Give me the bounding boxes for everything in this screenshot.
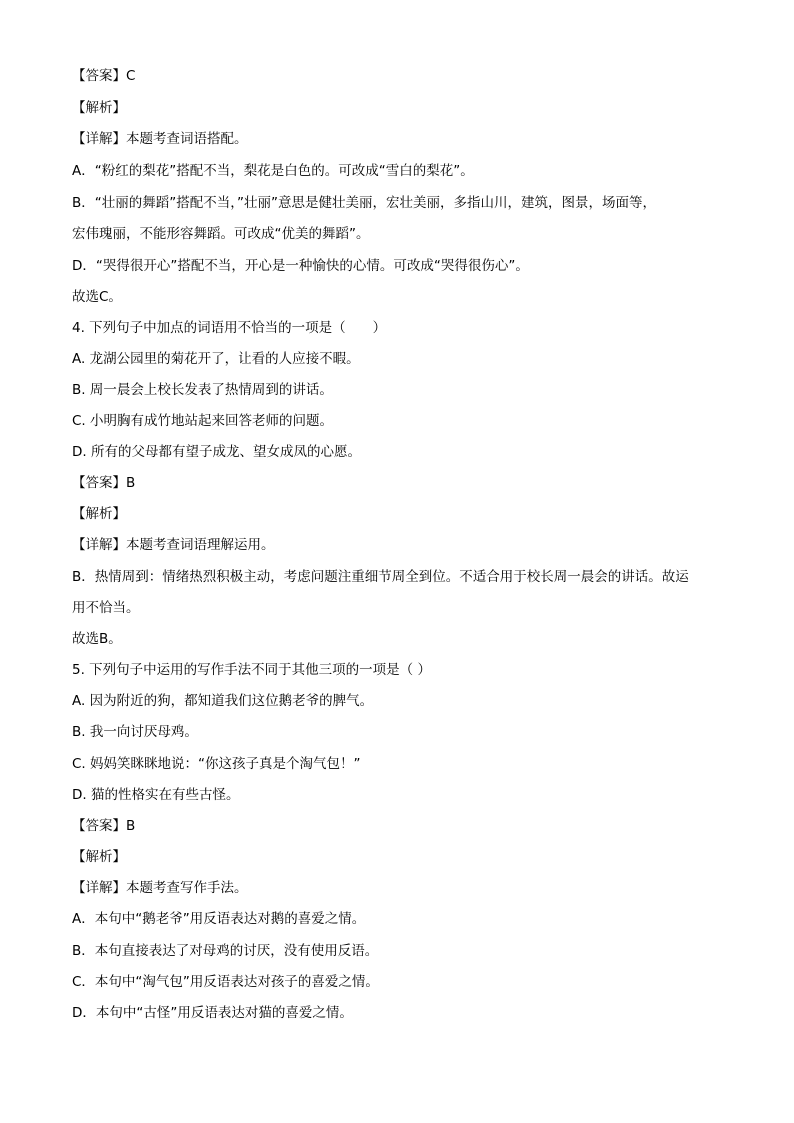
- question-option: C. 小明胸有成竹地站起来回答老师的问题。: [72, 413, 334, 429]
- option-explanation-continued: 用不恰当。: [72, 600, 140, 616]
- question-option: B. 我一向讨厌母鸡。: [72, 724, 198, 740]
- detail-text: 【详解】本题考查词语理解运用。: [72, 537, 275, 553]
- option-explanation: A．本句中“鹅老爷”用反语表达对鹅的喜爱之情。: [72, 911, 366, 927]
- answer-label: 【答案】B: [72, 818, 136, 834]
- question-5-stem: 5. 下列句子中运用的写作手法不同于其他三项的一项是（ ）: [72, 662, 431, 678]
- option-explanation: D．本句中“古怪”用反语表达对猫的喜爱之情。: [72, 1005, 353, 1021]
- answer-label: 【答案】C: [72, 68, 136, 84]
- conclusion: 故选C。: [72, 289, 122, 305]
- conclusion: 故选B。: [72, 631, 122, 647]
- detail-text: 【详解】本题考查词语搭配。: [72, 131, 248, 147]
- question-option: D. 所有的父母都有望子成龙、望女成凤的心愿。: [72, 444, 361, 460]
- option-explanation: C．本句中“淘气包”用反语表达对孩子的喜爱之情。: [72, 974, 379, 990]
- question-option: D. 猫的性格实在有些古怪。: [72, 787, 240, 803]
- analysis-label: 【解析】: [72, 506, 126, 522]
- question-option: C. 妈妈笑眯眯地说：“你这孩子真是个淘气包！”: [72, 756, 361, 772]
- question-4-stem: 4. 下列句子中加点的词语用不恰当的一项是（ ）: [72, 320, 387, 336]
- analysis-label: 【解析】: [72, 100, 126, 116]
- option-explanation: D．“哭得很开心”搭配不当，开心是一种愉快的心情。可改成“哭得很伤心”。: [72, 258, 529, 274]
- analysis-label: 【解析】: [72, 849, 126, 865]
- option-explanation: B．本句直接表达了对母鸡的讨厌，没有使用反语。: [72, 943, 379, 959]
- option-explanation-continued: 宏伟瑰丽，不能形容舞蹈。可改成“优美的舞蹈”。: [72, 226, 370, 242]
- question-option: B. 周一晨会上校长发表了热情周到的讲话。: [72, 382, 333, 398]
- detail-text: 【详解】本题考查写作手法。: [72, 880, 248, 896]
- question-option: A. 龙湖公园里的菊花开了，让看的人应接不暇。: [72, 351, 360, 367]
- answer-label: 【答案】B: [72, 475, 136, 491]
- question-option: A. 因为附近的狗，都知道我们这位鹅老爷的脾气。: [72, 693, 374, 709]
- option-explanation: B．热情周到：情绪热烈积极主动，考虑问题注重细节周全到位。不适合用于校长周一晨会的讲话。故运: [72, 569, 689, 585]
- option-explanation: A．“粉红的梨花”搭配不当，梨花是白色的。可改成“雪白的梨花”。: [72, 163, 474, 179]
- option-explanation: B．“壮丽的舞蹈”搭配不当，”壮丽”意思是健壮美丽，宏壮美丽，多指山川，建筑，图景，场面等，: [72, 195, 656, 211]
